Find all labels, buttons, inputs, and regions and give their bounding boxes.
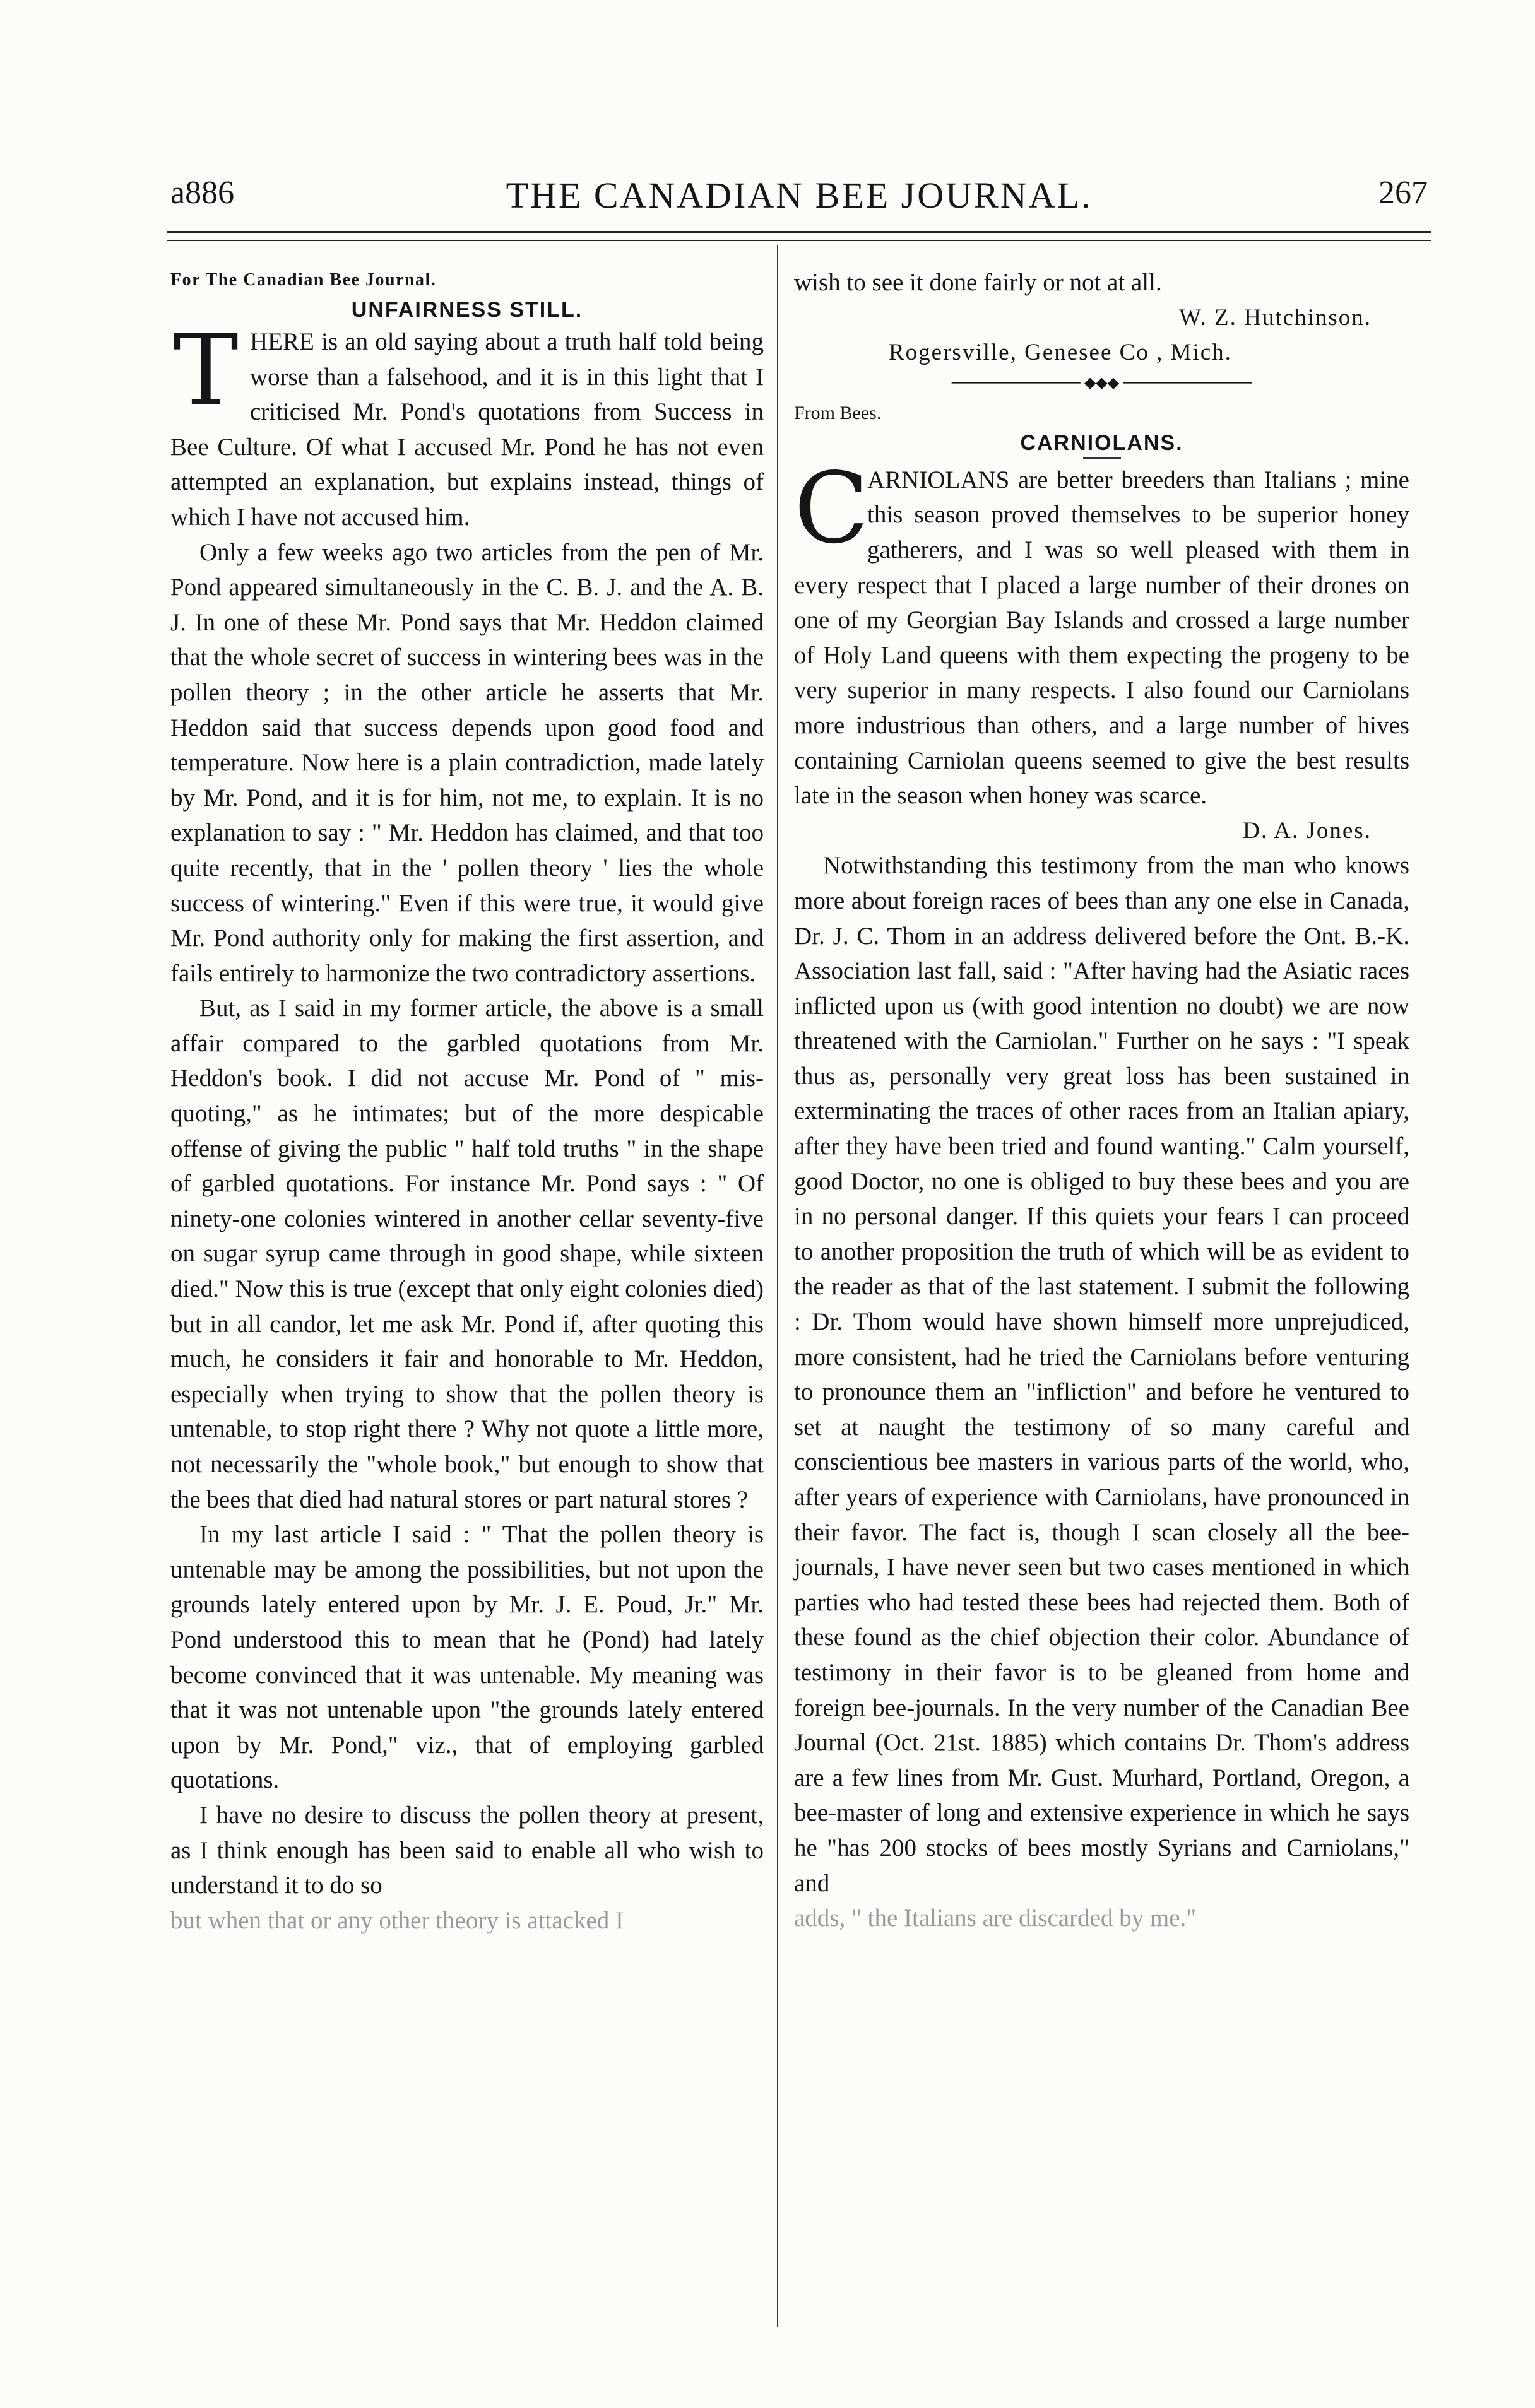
continued-text: wish to see it done fairly or not at all. [794,269,1162,296]
faded-last-line: but when that or any other theory is attacked I [170,1906,624,1934]
header-rule-top [167,231,1431,233]
article-source: For The Canadian Bee Journal. [170,270,437,290]
article-source: From Bees. [794,402,882,423]
page-number: 267 [1378,175,1428,211]
author-signature: W. Z. Hutchinson. [1179,304,1372,331]
title-underline [1083,457,1121,459]
drop-cap: C [794,451,869,565]
page-header [170,174,1428,225]
journal-title: THE CANADIAN BEE JOURNAL. [506,175,1093,216]
left-column [170,265,764,1938]
header-year: a886 [170,175,235,211]
drop-cap: T [173,313,239,427]
article-paragraph: Notwithstanding this testimony from the man who knows more about foreign races of bees than any one else in Canada, Dr. J. C. Thom in an address delivered before the Ont. B.-K. Association last fall, said : "After having had the Asiatic races inflicted upon us (with good intention no doubt) we are now threatened with the Carniolan." Further on he says : "I speak thus as, personally very great loss has been sustained in exterminating the traces of other races from an Italian apiary, after they have been tried and found wanting." Calm yourself, good Doctor, no one is obliged to buy these bees and you are in no personal danger. If this quiets your fears I can proceed to another proposition the truth of which will be as evident to the reader as that of the last statement. I submit the following : Dr. Thom would have shown himself more unprejudiced, more consistent, had he tried the Carniolans before venturing to pronounce them an "infliction" and before he ventured to set at naught the testimony of so many careful and conscientious bee masters in various parts of the world, who, after years of experience with Carniolans, have pronounced in their favor. The fact is, though I scan closely all the bee-journals, I have never seen but two cases mentioned in which parties who had tested these bees had rejected them. Both of these found as the chief objection their color. Abundance of testimony in their favor is to be gleaned from home and foreign bee-journals. In the very number of the Canadian Bee Journal (Oct. 21st. 1885) which contains Dr. Thom's address are a few lines from Mr. Gust. Murhard, Portland, Oregon, a bee-master of long and extensive experience in which he says he "has 200 stocks of bees mostly Syrians and Carniolans," and [794,852,1409,1897]
header-rule-bottom [167,240,1431,241]
faded-last-line: adds, " the Italians are discarded by me." [794,1904,1197,1932]
article-paragraph: THERE is an old saying about a truth half told being worse than a falsehood, and it is in this light that I criticised Mr. Pond's quotations from Success in Bee Culture. Of what I accused Mr. Pond he has not even attempted an explanation, but explains instead, things of which I have not accused him. [170,313,764,531]
article-paragraph: Only a few weeks ago two articles from the pen of Mr. Pond appeared simultaneously in the C. B. J. and the A. B. J. In one of these Mr. Pond says that Mr. Heddon claimed that the whole secret of success in wintering bees was in the pollen theory ; in the other article he asserts that Mr. Heddon said that success depends upon good food and temperature. Now here is a plain contradiction, made lately by Mr. Pond, and it is for him, not me, to explain. It is no explanation to say : " Mr. Heddon has claimed, and that too quite recently, that in the ' pollen theory ' lies the whole success of wintering." Even if this were true, it would give Mr. Pond authority only for making the first assertion, and fails entirely to harmonize the two contradictory assertions. [170,538,764,987]
author-location: Rogersville, Genesee Co , Mich. [889,339,1232,366]
article-paragraph: I have no desire to discuss the pollen theory at present, as I think enough has been said to enable all who wish to understand it to do so [170,1801,764,1899]
column-divider [777,245,778,2327]
right-column [794,265,1409,1936]
article-paragraph: C ARNIOLANS are better breeders than Italians ; mine this season proved themselves to be superior honey gatherers, and I was so well pleased with them in every respect that I placed a large number of their drones on one of my Georgian Bay Islands and crossed a large number of Holy Land queens with them expecting the progeny to be very superior in many respects. I also found our Carniolans more industrious than others, and a large number of hives containing Carniolan queens seemed to give the best results late in the season when honey was scarce. [794,451,1409,810]
article-title: CARNIOLANS. [1020,430,1183,455]
article-paragraph: In my last article I said : " That the pollen theory is untenable may be among the possibilities, but not upon the grounds lately entered upon by Mr. J. E. Poud, Jr." Mr. Pond understood this to mean that he (Pond) had lately become convinced that it was untenable. My meaning was that it was not untenable upon "the grounds lately entered upon by Mr. Pond," viz., that of employing garbled quotations. [170,1521,764,1794]
article-title: UNFAIRNESS STILL. [351,298,583,322]
quote-signature: D. A. Jones. [1243,817,1372,844]
section-ornament: ──────────── ◆◆◆ ──────────── [951,374,1252,391]
article-paragraph: But, as I said in my former article, the above is a small affair compared to the garbled quotations from Mr. Heddon's book. I did not accuse Mr. Pond of " mis-quoting," as he intimates; but of the more despicable offense of giving the public " half told truths " in the shape of garbled quotations. For instance Mr. Pond says : " Of ninety-one colonies wintered in another cellar seventy-five on sugar syrup came through in good shape, while sixteen died." Now this is true (except that only eight colonies died) but in all candor, let me ask Mr. Pond if, after quoting this much, he considers it fair and honorable to Mr. Heddon, especially when trying to show that the pollen theory is untenable, to stop right there ? Why not quote a little more, not necessarily the "whole book," but enough to show that the bees that died had natural stores or part natural stores ? [170,994,764,1513]
